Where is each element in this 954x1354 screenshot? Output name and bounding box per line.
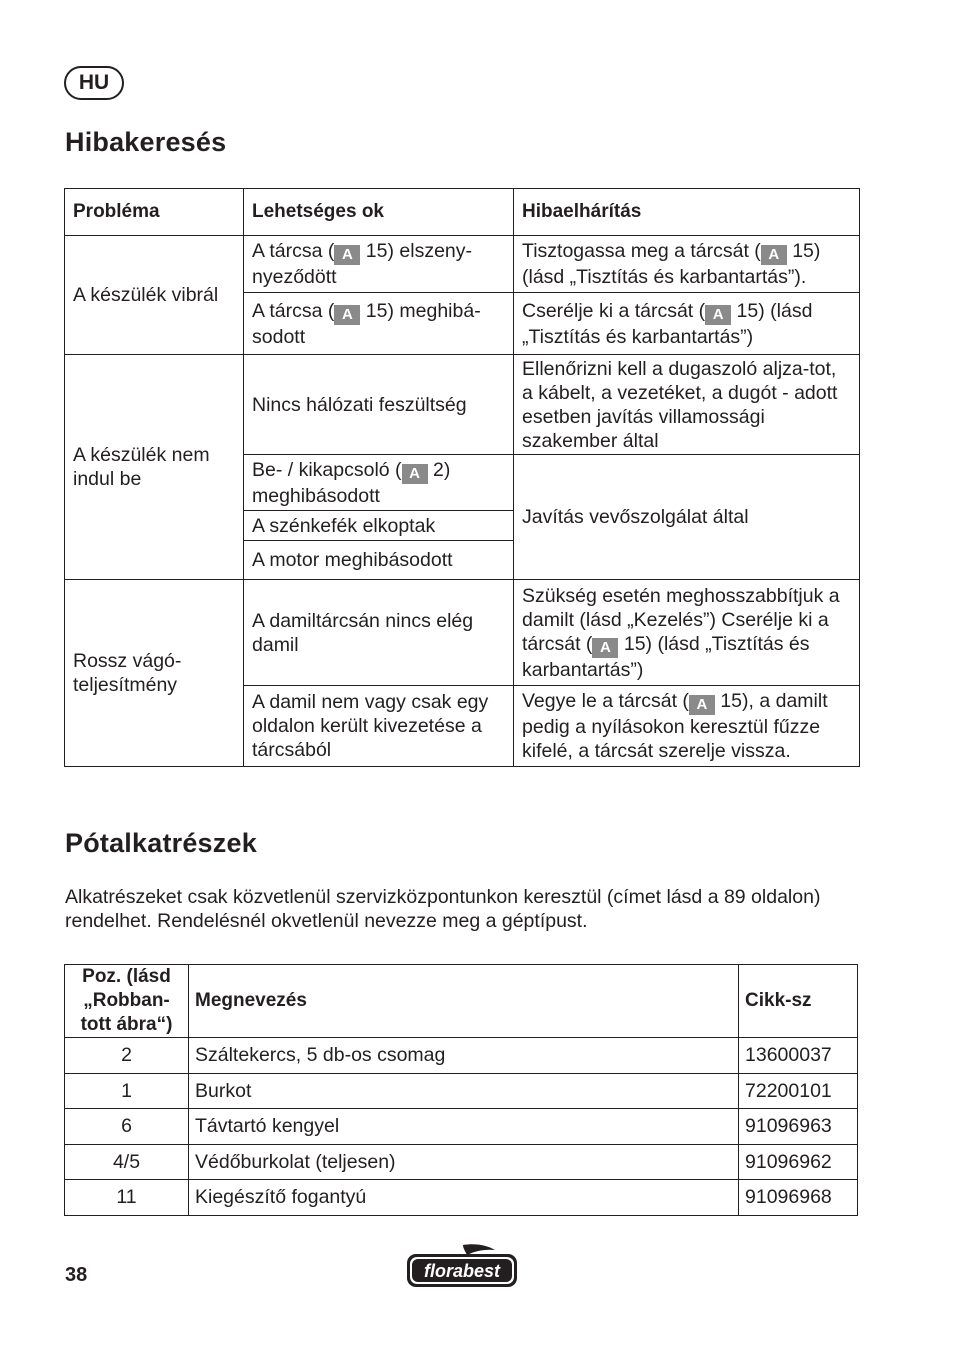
part-name-cell: Burkot	[189, 1073, 739, 1109]
column-header-cause: Lehetséges ok	[244, 189, 514, 236]
cause-cell: Be- / kikapcsoló ( A 2) meghibásodott	[244, 455, 514, 511]
table-row	[65, 1073, 858, 1109]
position-cell: 4/5	[65, 1144, 189, 1180]
ref-badge: A	[705, 305, 731, 325]
cause-cell: A tárcsa ( A 15) elszeny-nyeződött	[244, 236, 514, 293]
position-cell: 2	[65, 1038, 189, 1074]
ref-badge: A	[334, 305, 360, 325]
table-row	[65, 355, 860, 455]
remedy-cell: Vegye le a tárcsát ( A 15), a damilt pedig a nyílásokon keresztül fűzze kifelé, a tárcsát szerelje vissza.	[514, 686, 860, 767]
spare-parts-intro: Alkatrészeket csak közvetlenül szervizközpontunkon keresztül (címet lásd a 89 oldalon) rendelhet. Rendelésnél okvetlenül nevezze meg a géptípust.	[65, 886, 821, 932]
position-cell: 11	[65, 1180, 189, 1216]
remedy-cell: Ellenőrizni kell a dugaszoló aljza-tot, a kábelt, a vezetéket, a dugót - adott esetben javítás villamossági szakember által	[514, 355, 860, 455]
table-row	[65, 580, 860, 686]
part-name-cell: Távtartó kengyel	[189, 1109, 739, 1145]
troubleshooting-title: Hibakeresés	[65, 127, 227, 157]
ref-badge: A	[689, 695, 715, 715]
position-cell: 6	[65, 1109, 189, 1145]
troubleshooting-table	[64, 188, 860, 767]
cause-cell: A szénkefék elkoptak	[244, 511, 514, 541]
table-row	[65, 1144, 858, 1180]
remedy-cell: Cserélje ki a tárcsát ( A 15) (lásd „Tisztítás és karbantartás”)	[514, 293, 860, 355]
cause-cell: A motor meghibásodott	[244, 541, 514, 580]
remedy-cell: Tisztogassa meg a tárcsát ( A 15) (lásd „Tisztítás és karbantartás”).	[514, 236, 860, 293]
position-cell: 1	[65, 1073, 189, 1109]
page-number: 38	[65, 1264, 88, 1286]
table-row	[65, 236, 860, 293]
table-row	[65, 1038, 858, 1074]
column-header-position: Poz. (lásd „Robban-tott ábra“)	[65, 965, 189, 1038]
problem-cell: A készülék nem indul be	[65, 355, 244, 580]
ref-badge: A	[592, 638, 618, 658]
table-header-row	[65, 189, 860, 236]
remedy-cell: Szükség esetén meghosszabbítjuk a damilt (lásd „Kezelés”) Cserélje ki a tárcsát ( A 15) (lásd „Tisztítás és karbantartás”)	[514, 580, 860, 686]
sku-cell: 72200101	[739, 1073, 858, 1109]
column-header-name: Megnevezés	[189, 965, 739, 1038]
sku-cell: 13600037	[739, 1038, 858, 1074]
ref-badge: A	[402, 464, 428, 484]
problem-cell: A készülék vibrál	[65, 236, 244, 355]
part-name-cell: Védőburkolat (teljesen)	[189, 1144, 739, 1180]
column-header-remedy: Hibaelhárítás	[514, 189, 860, 236]
column-header-problem: Probléma	[65, 189, 244, 236]
column-header-sku: Cikk-sz	[739, 965, 858, 1038]
part-name-cell: Száltekercs, 5 db-os csomag	[189, 1038, 739, 1074]
cause-cell: Nincs hálózati feszültség	[244, 355, 514, 455]
cause-cell: A damil nem vagy csak egy oldalon került kivezetése a tárcsából	[244, 686, 514, 767]
table-row	[65, 1180, 858, 1216]
part-name-cell: Kiegészítő fogantyú	[189, 1180, 739, 1216]
ref-badge: A	[334, 245, 360, 265]
spare-parts-table	[64, 964, 858, 1216]
problem-cell: Rossz vágó-teljesítmény	[65, 580, 244, 767]
table-row	[65, 1109, 858, 1145]
spare-parts-title: Pótalkatrészek	[65, 828, 257, 858]
language-badge: HU	[64, 66, 124, 100]
sku-cell: 91096968	[739, 1180, 858, 1216]
remedy-cell: Javítás vevőszolgálat által	[514, 455, 860, 580]
ref-badge: A	[761, 245, 787, 265]
sku-cell: 91096963	[739, 1109, 858, 1145]
svg-text:florabest: florabest	[423, 1261, 501, 1281]
table-header-row	[65, 965, 858, 1038]
sku-cell: 91096962	[739, 1144, 858, 1180]
cause-cell: A tárcsa ( A 15) meghibá-sodott	[244, 293, 514, 355]
cause-cell: A damiltárcsán nincs elég damil	[244, 580, 514, 686]
florabest-logo	[405, 1243, 519, 1291]
